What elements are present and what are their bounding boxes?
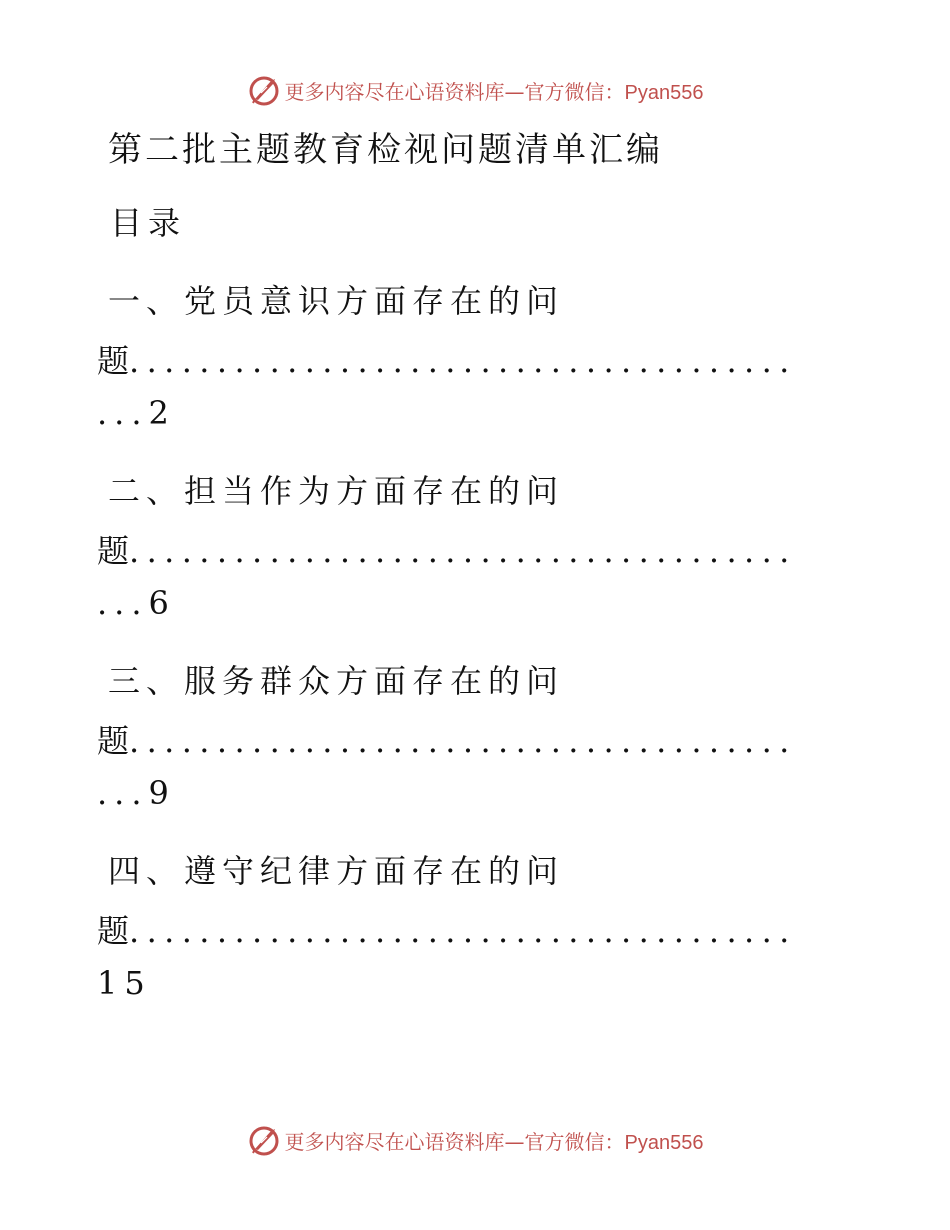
footer-watermark	[0, 1120, 950, 1160]
header-watermark	[0, 70, 950, 110]
watermark-text: 更多内容尽在心语资料库—官方微信：Pyan556	[284, 1129, 704, 1154]
toc-entry-1-title[interactable]: 一、党员意识方面存在的问	[108, 282, 565, 320]
toc-entry-4-page: 15	[97, 964, 152, 1002]
quill-logo-icon	[247, 73, 281, 107]
toc-entry-3-page: ...9	[97, 774, 176, 812]
toc-entry-1-leader: 题......................................	[97, 342, 797, 380]
toc-entry-2-title[interactable]: 二、担当作为方面存在的问	[108, 472, 565, 510]
toc-entry-4-leader: 题......................................	[97, 912, 797, 950]
toc-entry-1-page: ...2	[97, 394, 176, 432]
watermark-text: 更多内容尽在心语资料库—官方微信：Pyan556	[284, 79, 704, 104]
toc-entry-4-title[interactable]: 四、遵守纪律方面存在的问	[108, 852, 565, 890]
toc-heading: 目录	[110, 204, 187, 242]
toc-entry-2-leader: 题......................................	[97, 532, 797, 570]
toc-entry-3-leader: 题......................................	[97, 722, 797, 760]
document-title: 第二批主题教育检视问题清单汇编	[108, 130, 663, 170]
toc-entry-2-page: ...6	[97, 584, 176, 622]
toc-entry-3-title[interactable]: 三、服务群众方面存在的问	[108, 662, 565, 700]
quill-logo-icon	[247, 1123, 281, 1157]
